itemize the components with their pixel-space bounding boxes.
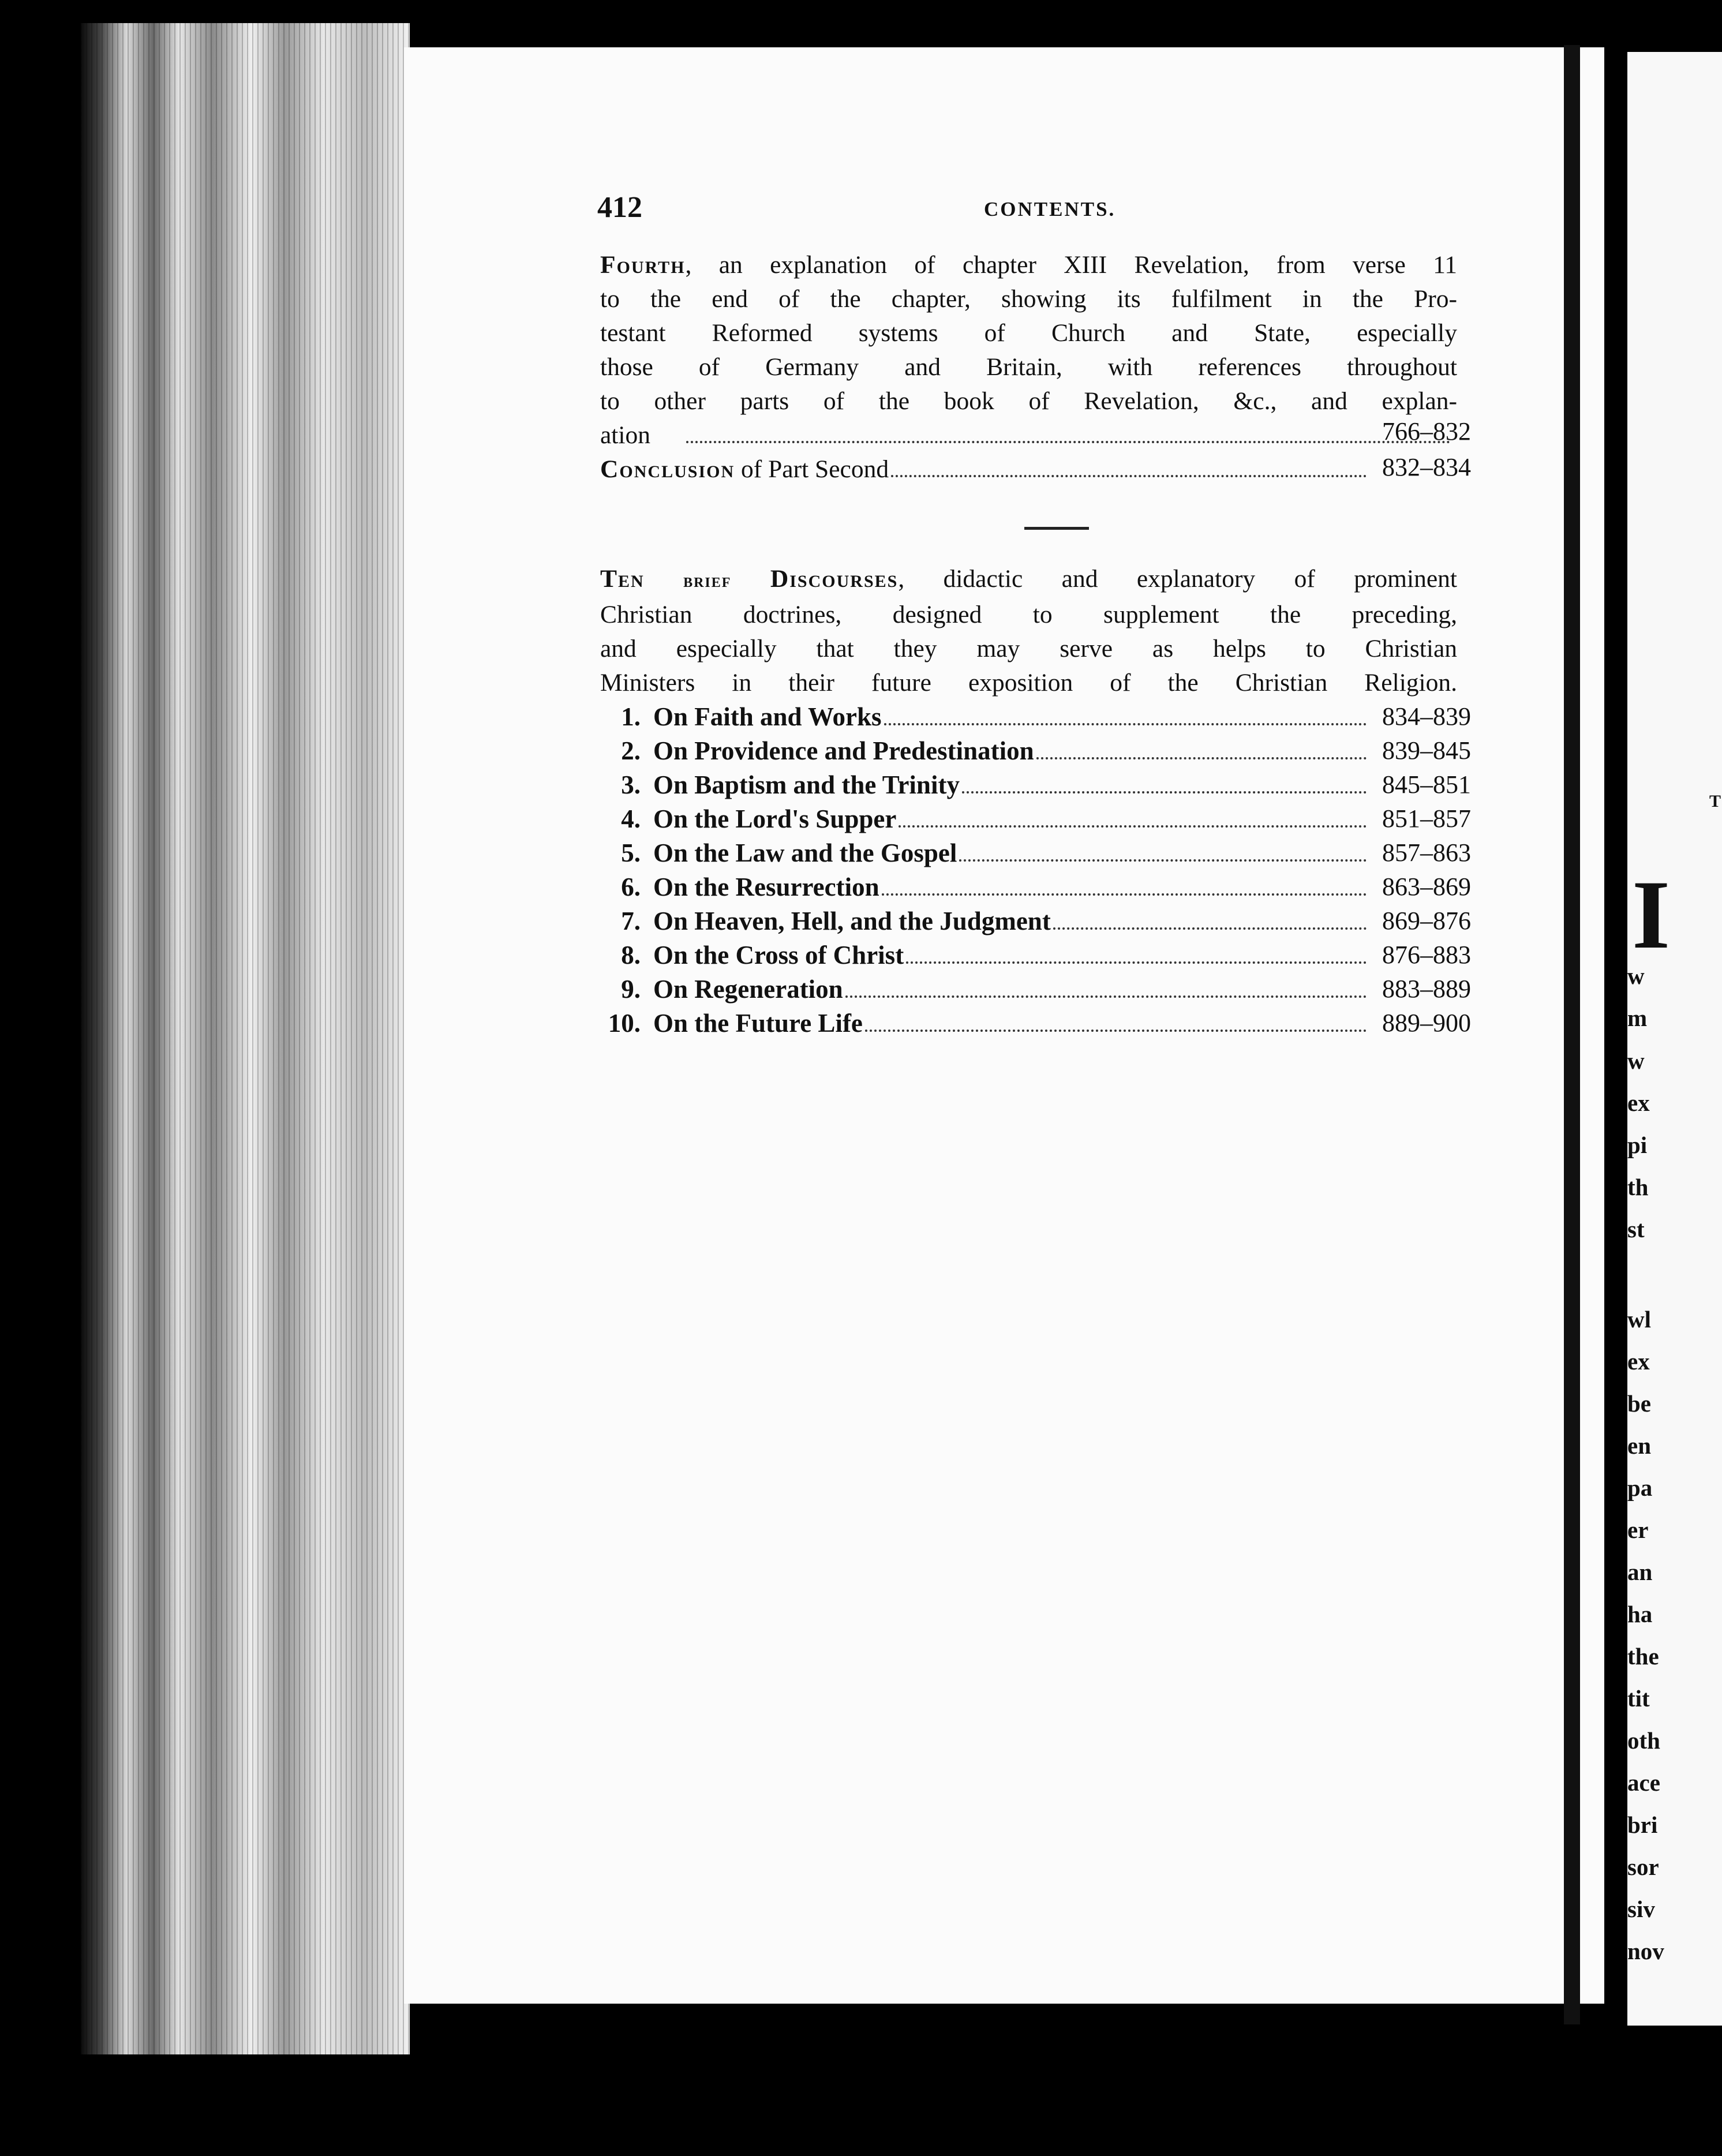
page-edges [81, 23, 410, 2054]
item-title: On the Future Life [653, 1009, 863, 1038]
page-range: 851–857 [1382, 804, 1471, 833]
line-fragment: an [1627, 1559, 1653, 1585]
stray-letter: T [1709, 792, 1721, 811]
entry-line: testant Reformed systems of Church and State, especially [600, 319, 1457, 347]
running-head: CONTENTS. [984, 198, 1116, 220]
line-fragment: er [1627, 1517, 1649, 1543]
line-fragment: ex [1627, 1090, 1650, 1116]
page-range: 863–869 [1382, 873, 1471, 901]
line-fragment: w [1627, 963, 1645, 989]
toc-entry-fourth: Fourth, an explanation of chapter XIII Revelation, from verse 11 to the end of the chapter, showing its fulfilment in the Pro- testant Reformed systems of Church and State, especially those of Germany and Britain, with references throughout to other parts of the book of Revelation, &c., and explan- ation [600, 251, 1457, 449]
line-fragment: pi [1627, 1132, 1648, 1158]
dot-leader [1036, 757, 1367, 759]
entry-word: brief [683, 570, 732, 592]
line-fragment: tit [1627, 1685, 1650, 1712]
page-range: 876–883 [1382, 941, 1471, 969]
page-range: 857–863 [1382, 839, 1471, 867]
line-fragment: w [1627, 1047, 1645, 1074]
line-fragment: m [1627, 1005, 1648, 1031]
discourse-item [592, 1008, 1373, 1042]
entry-line: to other parts of the book of Revelation, &c., and explan- [600, 387, 1457, 415]
entry-line: those of Germany and Britain, with references throughout [600, 353, 1457, 381]
toc-entry-conclusion [600, 452, 1373, 486]
item-number: 7. [621, 907, 641, 935]
dot-leader [865, 1030, 1367, 1032]
entry-line: , didactic and explanatory of prominent [898, 565, 1457, 593]
entry-lead: Fourth [600, 251, 686, 279]
item-number: 2. [621, 736, 641, 765]
discourse-item [592, 872, 1373, 905]
page-number: 412 [597, 191, 642, 224]
line-fragment: oth [1627, 1727, 1660, 1754]
line-fragment: pa [1627, 1474, 1653, 1501]
entry-line: to the end of the chapter, showing its fulfilment in the Pro- [600, 285, 1457, 313]
item-title: On Faith and Works [653, 702, 882, 731]
page-range: 845–851 [1382, 770, 1471, 799]
item-number: 6. [621, 873, 641, 901]
item-title: On Providence and Predestination [653, 736, 1034, 765]
line-fragment: siv [1627, 1896, 1655, 1922]
page-range: 869–876 [1382, 907, 1471, 935]
item-title: On Heaven, Hell, and the Judgment [653, 907, 1051, 935]
item-title: On the Lord's Supper [653, 804, 897, 833]
next-page-fragment [1627, 52, 1722, 2026]
discourse-item [592, 770, 1373, 803]
line-fragment: wl [1627, 1306, 1651, 1332]
entry-text: of Part Second [735, 455, 889, 483]
item-title: On the Law and the Gospel [653, 839, 957, 867]
entry-word: Discourses [770, 565, 899, 593]
line-fragment: ha [1627, 1601, 1653, 1627]
dot-leader [891, 475, 1367, 477]
item-number: 9. [621, 975, 641, 1004]
discourse-item [592, 906, 1373, 939]
discourse-item [592, 838, 1373, 871]
page-range: 832–834 [1382, 453, 1471, 481]
page-range: 834–839 [1382, 702, 1471, 731]
page-range: 766–832 [1382, 417, 1471, 446]
entry-line: and especially that they may serve as helps to Christian [600, 635, 1457, 662]
line-fragment: ace [1627, 1769, 1660, 1796]
discourse-item [592, 804, 1373, 837]
section-rule [1024, 527, 1089, 530]
line-fragment: nov [1627, 1938, 1664, 1964]
page-range: 889–900 [1382, 1009, 1471, 1037]
book-gutter [1564, 45, 1580, 2024]
item-title: On Regeneration [653, 975, 843, 1004]
line-fragment: the [1627, 1643, 1659, 1670]
dot-leader [1053, 927, 1367, 930]
toc-entry-ten-discourses [600, 562, 1457, 700]
entry-line: , an explanation of chapter XIII Revelation, from verse 11 [685, 251, 1457, 279]
item-number: 8. [621, 941, 641, 970]
discourse-item [592, 974, 1373, 1008]
discourse-item [592, 702, 1373, 735]
dot-leader [959, 859, 1367, 862]
line-fragment: sor [1627, 1854, 1659, 1880]
line-fragment: be [1627, 1390, 1651, 1417]
entry-lead: Conclusion [600, 455, 735, 483]
item-number: 3. [621, 770, 641, 799]
discourse-item [592, 940, 1373, 974]
dot-leader [906, 961, 1367, 964]
page-range: 839–845 [1382, 736, 1471, 765]
dot-leader [882, 893, 1367, 896]
line-fragment: ex [1627, 1348, 1650, 1375]
item-title: On the Resurrection [653, 873, 879, 901]
page-range: 883–889 [1382, 975, 1471, 1003]
line-fragment: bri [1627, 1811, 1658, 1838]
entry-line: Christian doctrines, designed to supplement the preceding, [600, 601, 1457, 628]
dot-leader [884, 723, 1367, 725]
dot-leader [686, 441, 1450, 443]
dot-leader [845, 995, 1367, 998]
entry-line: Ministers in their future exposition of the Christian Religion. [600, 669, 1457, 697]
item-number: 4. [621, 804, 641, 833]
drop-cap: I [1632, 860, 1671, 969]
item-number: 10. [608, 1009, 641, 1038]
line-fragment: th [1627, 1174, 1649, 1200]
item-title: On the Cross of Christ [653, 941, 904, 970]
line-fragment: en [1627, 1432, 1651, 1459]
item-title: On Baptism and the Trinity [653, 770, 960, 799]
dot-leader [962, 791, 1367, 793]
line-fragment: st [1627, 1216, 1645, 1242]
item-number: 5. [621, 839, 641, 867]
item-number: 1. [621, 702, 641, 731]
entry-lead: Ten [600, 565, 645, 593]
discourse-item [592, 736, 1373, 769]
dot-leader [899, 825, 1367, 828]
